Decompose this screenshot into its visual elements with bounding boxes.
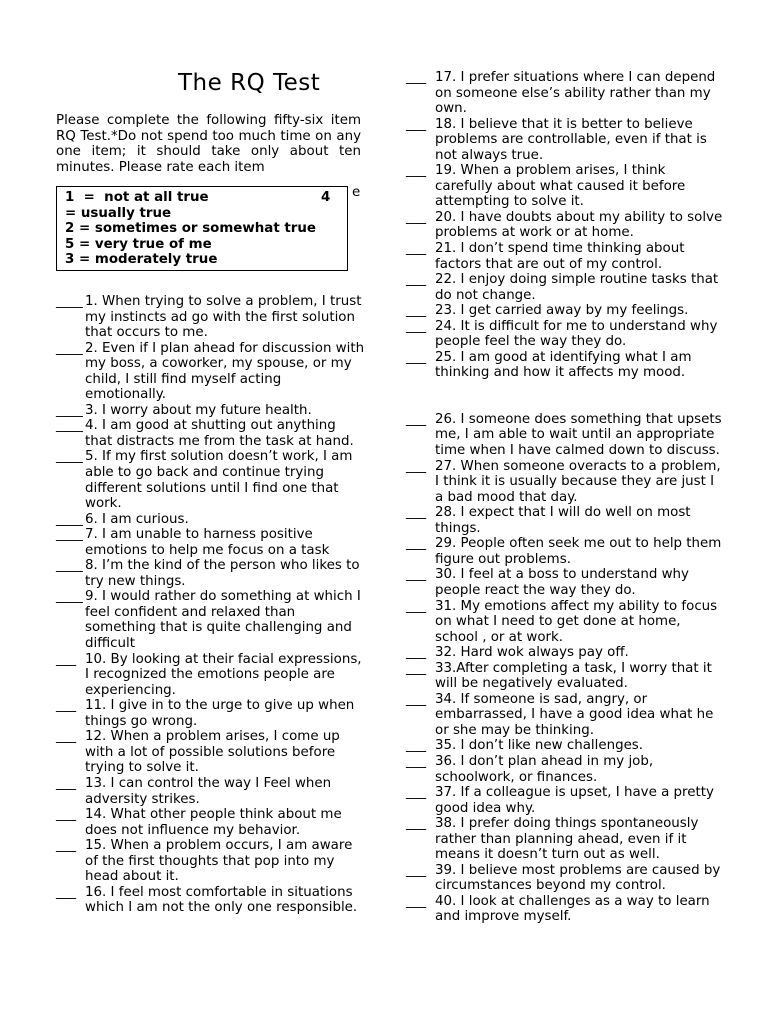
answer-blank[interactable]: ___ xyxy=(406,753,427,769)
answer-blank[interactable]: ___ xyxy=(406,567,427,583)
scale-line-1: 1 = not at all true xyxy=(65,190,209,205)
page-title: The RQ Test xyxy=(178,70,321,96)
answer-blank[interactable]: ___ xyxy=(406,645,427,661)
question-item xyxy=(56,698,366,729)
question-text: 23. I get carried away by my feelings. xyxy=(435,303,689,319)
question-item xyxy=(406,412,726,459)
question-item xyxy=(406,241,726,272)
question-text: 37. If a colleague is upset, I have a pretty good idea why. xyxy=(435,785,714,816)
answer-blank[interactable]: ____ xyxy=(56,589,83,605)
answer-blank[interactable]: ___ xyxy=(406,163,427,179)
question-item xyxy=(406,272,726,303)
question-item xyxy=(56,527,366,558)
question-item xyxy=(56,294,366,341)
questions-right-column xyxy=(406,70,726,925)
answer-blank[interactable]: ___ xyxy=(406,862,427,878)
question-item xyxy=(406,894,726,925)
answer-blank[interactable]: ____ xyxy=(56,340,83,356)
answer-blank[interactable]: ___ xyxy=(56,729,77,745)
question-text: 36. I don’t plan ahead in my job, schoolwork, or finances. xyxy=(435,753,654,785)
answer-blank[interactable]: ___ xyxy=(406,241,427,257)
question-text: 25. I am good at identifying what I am thinking and how it affects my mood. xyxy=(435,349,692,381)
question-text: 9. I would rather do something at which I feel confident and relaxed than something that is quite challenging and difficult xyxy=(85,589,361,652)
answer-blank[interactable]: ___ xyxy=(56,651,77,667)
question-item xyxy=(406,599,726,646)
question-item xyxy=(406,567,726,598)
question-text: 17. I prefer situations where I can depend on someone else’s ability rather than my own. xyxy=(435,70,716,117)
question-text: 2. Even if I plan ahead for discussion with my boss, a coworker, my spouse, or my child, I still find myself acting emotionally. xyxy=(85,340,365,403)
question-item xyxy=(56,729,366,776)
questions-left-column xyxy=(56,294,366,916)
question-text: 3. I worry about my future health. xyxy=(85,402,312,418)
answer-blank[interactable]: ____ xyxy=(56,418,83,434)
rating-scale-box xyxy=(56,186,348,271)
answer-blank[interactable]: ___ xyxy=(406,691,427,707)
question-text: 8. I’m the kind of the person who likes to try new things. xyxy=(85,558,360,589)
question-text: 5. If my first solution doesn’t work, I am able to go back and continue trying different solutions until I find one that work. xyxy=(85,449,353,512)
question-item xyxy=(56,652,366,699)
question-item xyxy=(56,589,366,651)
question-text: 4. I am good at shutting out anything that distracts me from the task at hand. xyxy=(85,418,354,449)
answer-blank[interactable]: ___ xyxy=(406,598,427,614)
question-item xyxy=(56,341,366,403)
answer-blank[interactable]: ___ xyxy=(406,116,427,132)
answer-blank[interactable]: ____ xyxy=(56,294,83,309)
question-text: 34. If someone is sad, angry, or embarrassed, I have a good idea what he or she may be thinking. xyxy=(435,691,714,738)
question-item xyxy=(406,661,726,692)
question-text: 6. I am curious. xyxy=(85,511,189,527)
question-item xyxy=(406,738,726,754)
question-text: 21. I don’t spend time thinking about factors that are out of my control. xyxy=(435,241,685,272)
answer-blank[interactable]: ___ xyxy=(406,785,427,801)
question-item xyxy=(406,350,726,381)
instructions-tail: e xyxy=(352,185,361,200)
answer-blank[interactable]: ___ xyxy=(406,536,427,552)
question-text: 14. What other people think about me does not influence my behavior. xyxy=(85,807,342,838)
question-text: 7. I am unable to harness positive emotions to help me focus on a task xyxy=(85,527,330,558)
question-item xyxy=(406,863,726,894)
answer-blank[interactable]: ___ xyxy=(56,838,77,854)
answer-blank[interactable]: ___ xyxy=(56,884,77,900)
question-text: 26. I someone does something that upsets me, I am able to wait until an appropriate time when I have calmed down to discuss. xyxy=(435,411,722,459)
answer-blank[interactable]: ___ xyxy=(56,775,77,791)
question-text: 35. I don’t like new challenges. xyxy=(435,738,644,754)
question-item xyxy=(56,885,366,916)
question-text: 10. By looking at their facial expressions, I recognized the emotions people are experiencing. xyxy=(85,651,362,698)
question-text: 31. My emotions affect my ability to focus on what I need to get done at home, school , or at work. xyxy=(435,598,718,645)
scale-line-3: 2 = sometimes or somewhat true xyxy=(65,221,317,236)
question-item xyxy=(406,319,726,350)
answer-blank[interactable]: ___ xyxy=(406,209,427,225)
answer-blank[interactable]: ___ xyxy=(406,272,427,288)
scale-line-5: 3 = moderately true xyxy=(65,252,218,267)
answer-blank[interactable]: ____ xyxy=(56,511,83,527)
question-text: 27. When someone overacts to a problem, I think it is usually because they are just I a bad mood that day. xyxy=(435,458,721,505)
question-text: 24. It is difficult for me to understand why people feel the way they do. xyxy=(435,318,718,350)
question-item xyxy=(56,807,366,838)
question-item xyxy=(406,163,726,210)
question-text: 28. I expect that I will do well on most things. xyxy=(435,505,691,536)
question-item xyxy=(56,449,366,511)
question-item xyxy=(406,70,726,117)
question-text: 32. Hard wok always pay off. xyxy=(435,645,629,661)
question-text: 22. I enjoy doing simple routine tasks that do not change. xyxy=(435,272,719,303)
question-item xyxy=(406,117,726,164)
question-text: 1. When trying to solve a problem, I trust my instincts ad go with the first solution that occurs to me. xyxy=(85,294,362,341)
answer-blank[interactable]: ___ xyxy=(406,505,427,521)
answer-blank[interactable]: ___ xyxy=(406,816,427,832)
scale-line-4: 5 = very true of me xyxy=(65,236,212,252)
question-text: 33.After completing a task, I worry that it will be negatively evaluated. xyxy=(435,660,712,692)
answer-blank[interactable]: ___ xyxy=(406,893,427,909)
answer-blank[interactable]: ___ xyxy=(406,660,427,676)
question-text: 16. I feel most comfortable in situations which I am not the only one responsible. xyxy=(85,884,358,916)
question-item xyxy=(406,785,726,816)
answer-blank[interactable]: ___ xyxy=(406,458,427,474)
answer-blank[interactable]: ____ xyxy=(56,527,83,543)
answer-blank[interactable]: ____ xyxy=(56,449,83,465)
answer-blank[interactable]: ___ xyxy=(406,349,427,365)
question-text: 30. I feel at a boss to understand why people react the way they do. xyxy=(435,567,689,598)
question-item xyxy=(56,403,366,419)
question-item xyxy=(406,505,726,536)
question-text: 20. I have doubts about my ability to solve problems at work or at home. xyxy=(435,209,723,241)
instructions-paragraph: Please complete the following fifty-six item RQ Test.*Do not spend too much time on any one item; it should take only about ten minutes. Please rate each item xyxy=(56,113,361,175)
question-item xyxy=(56,838,366,885)
answer-blank[interactable]: ___ xyxy=(406,70,427,85)
question-item xyxy=(56,776,366,807)
answer-blank[interactable]: ____ xyxy=(56,558,83,574)
question-text: 12. When a problem arises, I come up with a lot of possible solutions before trying to solve it. xyxy=(85,729,340,776)
answer-blank[interactable]: ___ xyxy=(406,318,427,334)
question-item xyxy=(406,692,726,739)
question-item xyxy=(56,512,366,528)
question-text: 13. I can control the way I Feel when adversity strikes. xyxy=(85,775,332,807)
question-text: 15. When a problem occurs, I am aware of the first thoughts that pop into my head about it. xyxy=(85,838,353,885)
question-item xyxy=(406,645,726,661)
answer-blank[interactable]: ___ xyxy=(56,698,77,714)
question-item xyxy=(406,210,726,241)
answer-blank[interactable]: ____ xyxy=(56,402,83,418)
question-text: 19. When a problem arises, I think carefully about what caused it before attempting to solve it. xyxy=(435,163,686,210)
question-text: 39. I believe most problems are caused by circumstances beyond my control. xyxy=(435,862,721,894)
answer-blank[interactable]: ___ xyxy=(406,303,427,319)
answer-blank[interactable]: ___ xyxy=(406,738,427,754)
scale-line-2: = usually true xyxy=(65,205,172,221)
answer-blank[interactable]: ___ xyxy=(56,807,77,823)
question-text: 11. I give in to the urge to give up when things go wrong. xyxy=(85,698,355,729)
question-item xyxy=(56,418,366,449)
question-item xyxy=(406,816,726,863)
scale-line-1-right: 4 xyxy=(321,190,331,205)
question-item xyxy=(406,536,726,567)
question-text: 29. People often seek me out to help them figure out problems. xyxy=(435,536,722,567)
question-text: 18. I believe that it is better to believe problems are controllable, even if that is not always true. xyxy=(435,116,707,163)
question-item xyxy=(56,558,366,589)
question-item xyxy=(406,459,726,506)
question-item xyxy=(406,754,726,785)
section-gap xyxy=(406,381,726,412)
answer-blank[interactable]: ___ xyxy=(406,411,427,427)
question-text: 38. I prefer doing things spontaneously rather than planning ahead, even if it means it doesn’t turn out as well. xyxy=(435,816,699,863)
question-item xyxy=(406,303,726,319)
question-text: 40. I look at challenges as a way to learn and improve myself. xyxy=(435,893,710,925)
